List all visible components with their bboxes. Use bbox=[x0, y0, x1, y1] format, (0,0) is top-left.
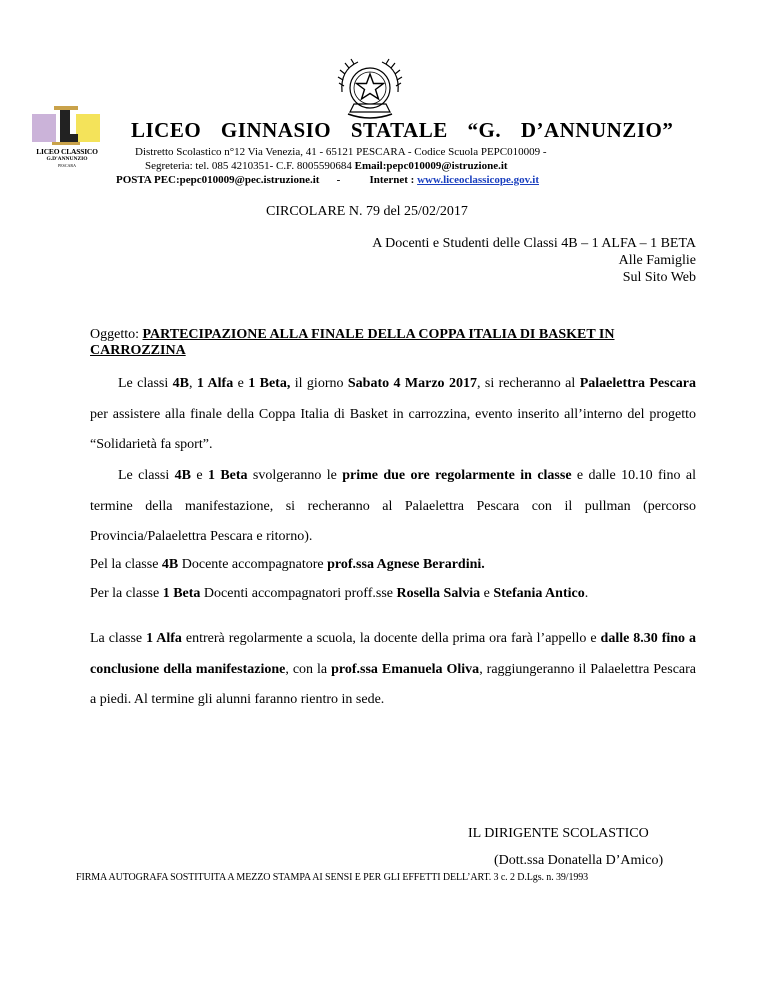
teacher-1beta-line: Per la classe 1 Beta Docenti accompagnatori proff.sse Rosella Salvia e Stefania Antico. bbox=[90, 586, 589, 601]
header-pec-line bbox=[116, 174, 539, 186]
paragraph-event: Le classi 4B, 1 Alfa e 1 Beta, il giorno Sabato 4 Marzo 2017, si recheranno al Palaelettra Pescara per assistere alla finale della Coppa Italia di Basket in carrozzina, evento inserito all’interno del progetto “Solidarietà fa sport”. bbox=[90, 376, 697, 452]
signature-title: IL DIRIGENTE SCOLASTICO bbox=[468, 826, 649, 841]
paragraph-1alfa: La classe 1 Alfa entrerà regolarmente a scuola, la docente della prima ora farà l’appello e dalle 8.30 fino a conclusione della manifestazione, con la prof.ssa Emanuela Oliva, raggiungeranno il Palaelettra Pescara a piedi. Al termine gli alunni faranno rientro in sede. bbox=[90, 631, 697, 707]
teacher-4b-line: Pel la classe 4B Docente accompagnatore prof.ssa Agnese Berardini. bbox=[90, 557, 485, 572]
header-pec: POSTA PEC:pepc010009@pec.istruzione.it bbox=[116, 174, 320, 186]
subject-label: Oggetto: bbox=[90, 327, 143, 342]
recipient-line: Sul Sito Web bbox=[622, 270, 696, 285]
italian-republic-emblem-icon bbox=[330, 52, 410, 124]
header-internet-label: Internet : bbox=[369, 174, 418, 186]
logo-text-pescara: PESCARA bbox=[57, 163, 76, 168]
logo-text-dannunzio: G.D'ANNUNZIO bbox=[46, 156, 88, 162]
recipients-block bbox=[372, 235, 696, 286]
circolare-title: CIRCOLARE N. 79 del 25/02/2017 bbox=[266, 204, 468, 219]
logo-text-liceo-classico: LICEO CLASSICO bbox=[36, 147, 98, 156]
header-contacts bbox=[145, 160, 508, 172]
header-separator: - bbox=[336, 174, 341, 186]
subject-line bbox=[90, 327, 690, 359]
recipient-line: Alle Famiglie bbox=[618, 253, 696, 268]
recipient-line: A Docenti e Studenti delle Classi 4B – 1 ALFA – 1 BETA bbox=[372, 236, 696, 251]
header-email: Email:pepc010009@istruzione.it bbox=[354, 160, 508, 172]
footnote: FIRMA AUTOGRAFA SOSTITUITA A MEZZO STAMPA AI SENSI E PER GLI EFFETTI DELL’ART. 3 c. 2 D.Lgs. n. 39/1993 bbox=[76, 872, 589, 883]
header-address: Distretto Scolastico n°12 Via Venezia, 41 - 65121 PESCARA - Codice Scuola PEPC010009 - bbox=[135, 146, 547, 158]
header-phone: Segreteria: tel. 085 4210351- C.F. 8005590684 bbox=[145, 160, 355, 172]
school-logo-icon bbox=[30, 100, 104, 180]
subject-text: PARTECIPAZIONE ALLA FINALE DELLA COPPA ITALIA DI BASKET IN CARROZZINA bbox=[90, 327, 615, 358]
website-link[interactable]: www.liceoclassicope.gov.it bbox=[417, 174, 539, 186]
school-name: LICEO GINNASIO STATALE “G. D’ANNUNZIO” bbox=[131, 118, 674, 142]
paragraph-schedule: Le classi 4B e 1 Beta svolgeranno le prime due ore regolarmente in classe e dalle 10.10 fino al termine della manifestazione, si recheranno al Palaelettra Pescara con il pullman (percorso Provincia/Palaelettra Pescara e ritorno). bbox=[90, 468, 697, 544]
signature-name: (Dott.ssa Donatella D’Amico) bbox=[494, 853, 664, 868]
